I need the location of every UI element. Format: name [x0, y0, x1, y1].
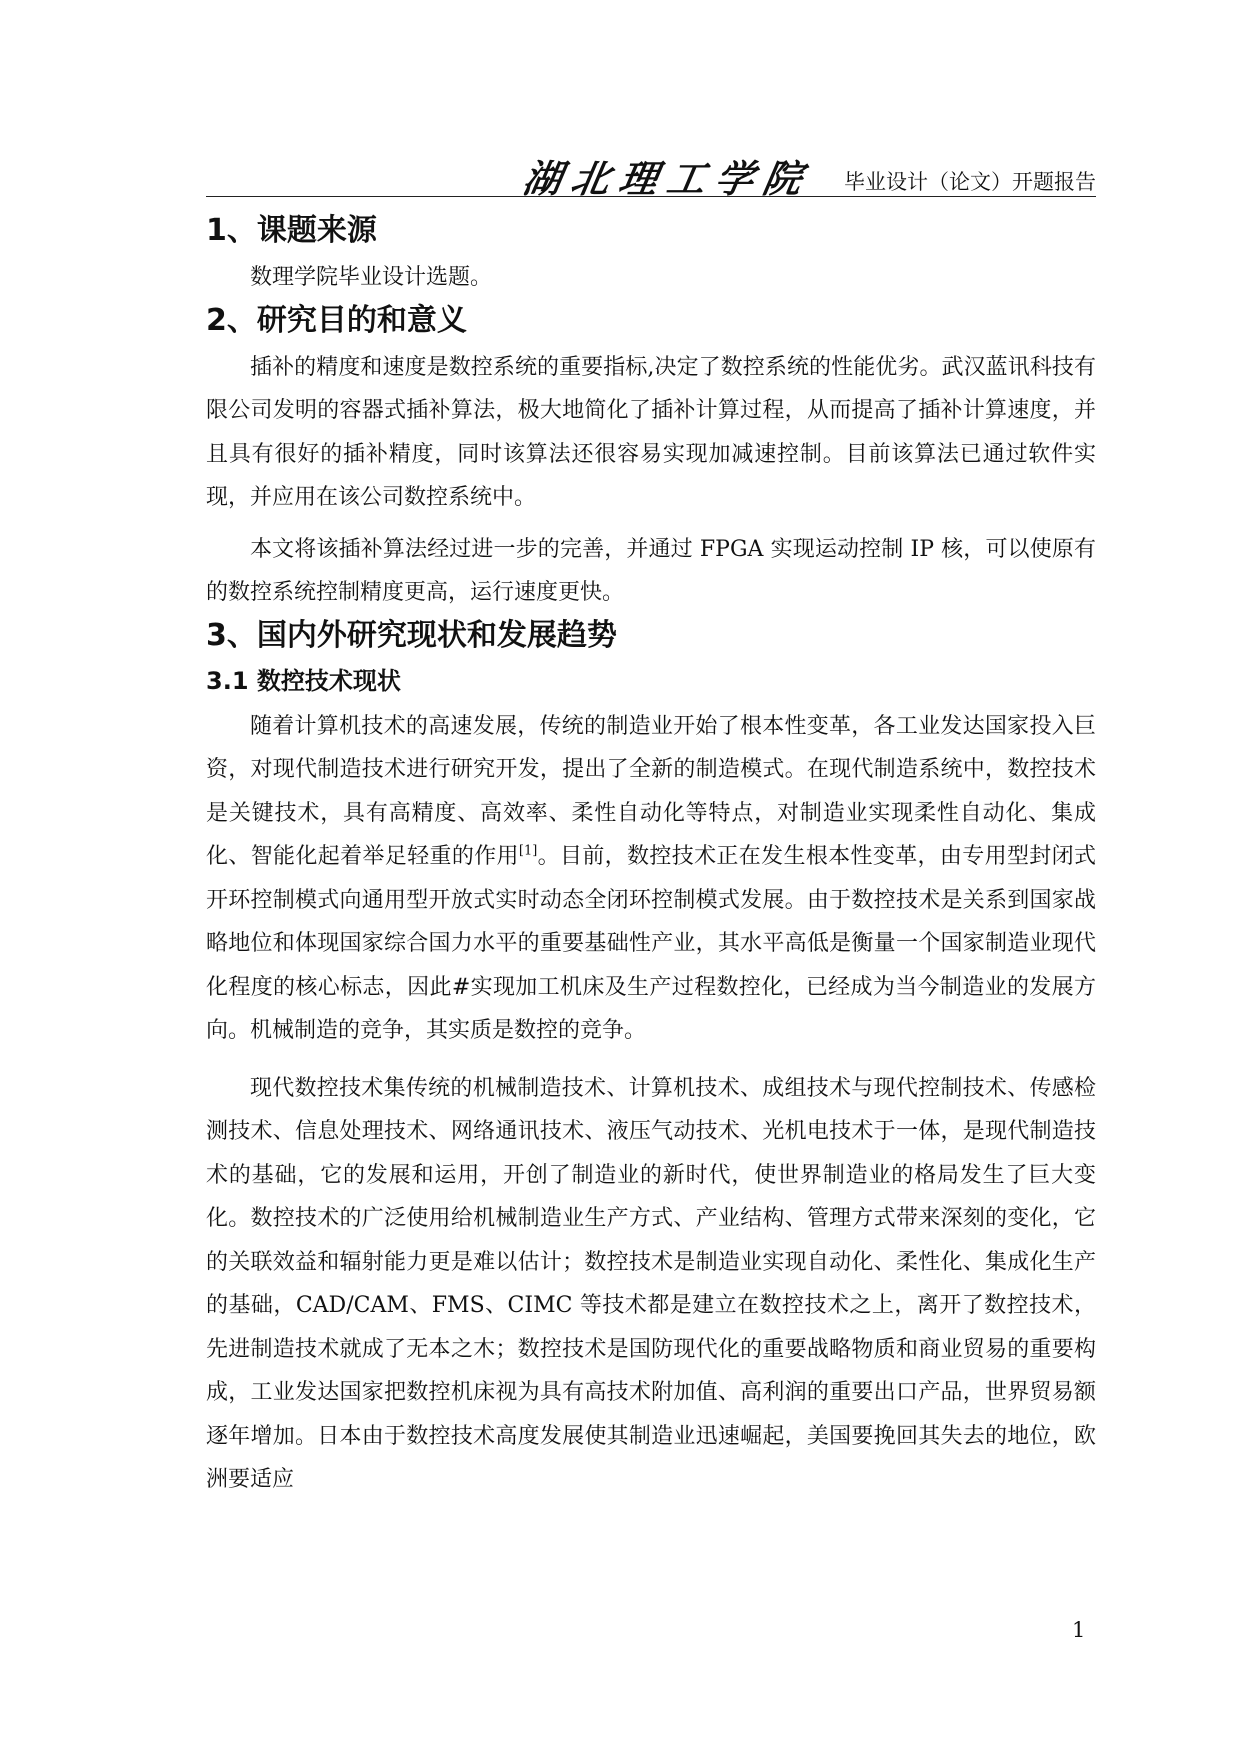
paragraph-text-part-b: 。目前，数控技术正在发生根本性变革，由专用型封闭式开环控制模式向通用型开放式实时动态全闭环控制模式发展。由于数控技术是关系到国家战略地位和体现国家综合国力水平的重要基础性产业，其水平高低是衡量一个国家制造业现代化程度的核心标志，因此#实现加工机床及生产过程数控化，已经成为当今制造业的发展方向。机械制造的竞争，其实质是数控的竞争。: [206, 844, 1096, 1043]
paragraph-text-part-a: 随着计算机技术的高速发展，传统的制造业开始了根本性变革，各工业发达国家投入巨资，对现代制造技术进行研究开发，提出了全新的制造模式。在现代制造系统中，数控技术是关键技术，具有高精度、高效率、柔性自动化等特点，对制造业实现柔性自动化、集成化、智能化起着举足轻重的作用: [206, 713, 1096, 869]
page-header: [206, 140, 1096, 201]
page-content: [206, 210, 1096, 1502]
section-1-paragraph: 数理学院毕业设计选题。: [250, 265, 493, 290]
section-3-title: 3、国内外研究现状和发展趋势: [206, 617, 617, 653]
section-1-title: 1、课题来源: [206, 213, 377, 248]
section-2-paragraph-1: 插补的精度和速度是数控系统的重要指标,决定了数控系统的性能优劣。武汉蓝讯科技有限公司发明的容器式插补算法，极大地简化了插补计算过程，从而提高了插补计算速度，并且具有很好的插补精度，同时该算法还很容易实现加减速控制。目前该算法已通过软件实现，并应用在该公司数控系统中。: [206, 354, 1096, 510]
section-2-paragraph-2: 本文将该插补算法经过进一步的完善，并通过 FPGA 实现运动控制 IP 核，可以使原有的数控系统控制精度更高，运行速度更快。: [206, 536, 1096, 605]
university-logo-text: 湖北理工学院: [519, 156, 816, 201]
section-3-1-title: 3.1 数控技术现状: [206, 666, 401, 695]
section-3-1-paragraph-2: 现代数控技术集传统的机械制造技术、计算机技术、成组技术与现代控制技术、传感检测技术、信息处理技术、网络通讯技术、液压气动技术、光机电技术于一体，是现代制造技术的基础，它的发展和运用，开创了制造业的新时代，使世界制造业的格局发生了巨大变化。数控技术的广泛使用给机械制造业生产方式、产业结构、管理方式带来深刻的变化，它的关联效益和辐射能力更是难以估计；数控技术是制造业实现自动化、柔性化、集成化生产的基础，CAD/CAM、FMS、CIMC 等技术都是建立在数控技术之上，离开了数控技术，先进制造技术就成了无本之木；数控技术是国防现代化的重要战略物质和商业贸易的重要构成，工业发达国家把数控机床视为具有高技术附加值、高利润的重要出口产品，世界贸易额逐年增加。日本由于数控技术高度发展使其制造业迅速崛起，美国要挽回其失去的地位，欧洲要适应: [206, 1075, 1096, 1492]
section-3-1-paragraph-1: [206, 705, 1096, 1053]
section-2-title: 2、研究目的和意义: [206, 302, 467, 338]
citation-reference: [1]: [518, 843, 538, 859]
document-type-title: 毕业设计（论文）开题报告: [844, 170, 1096, 194]
page-number: 1: [1072, 1618, 1086, 1642]
